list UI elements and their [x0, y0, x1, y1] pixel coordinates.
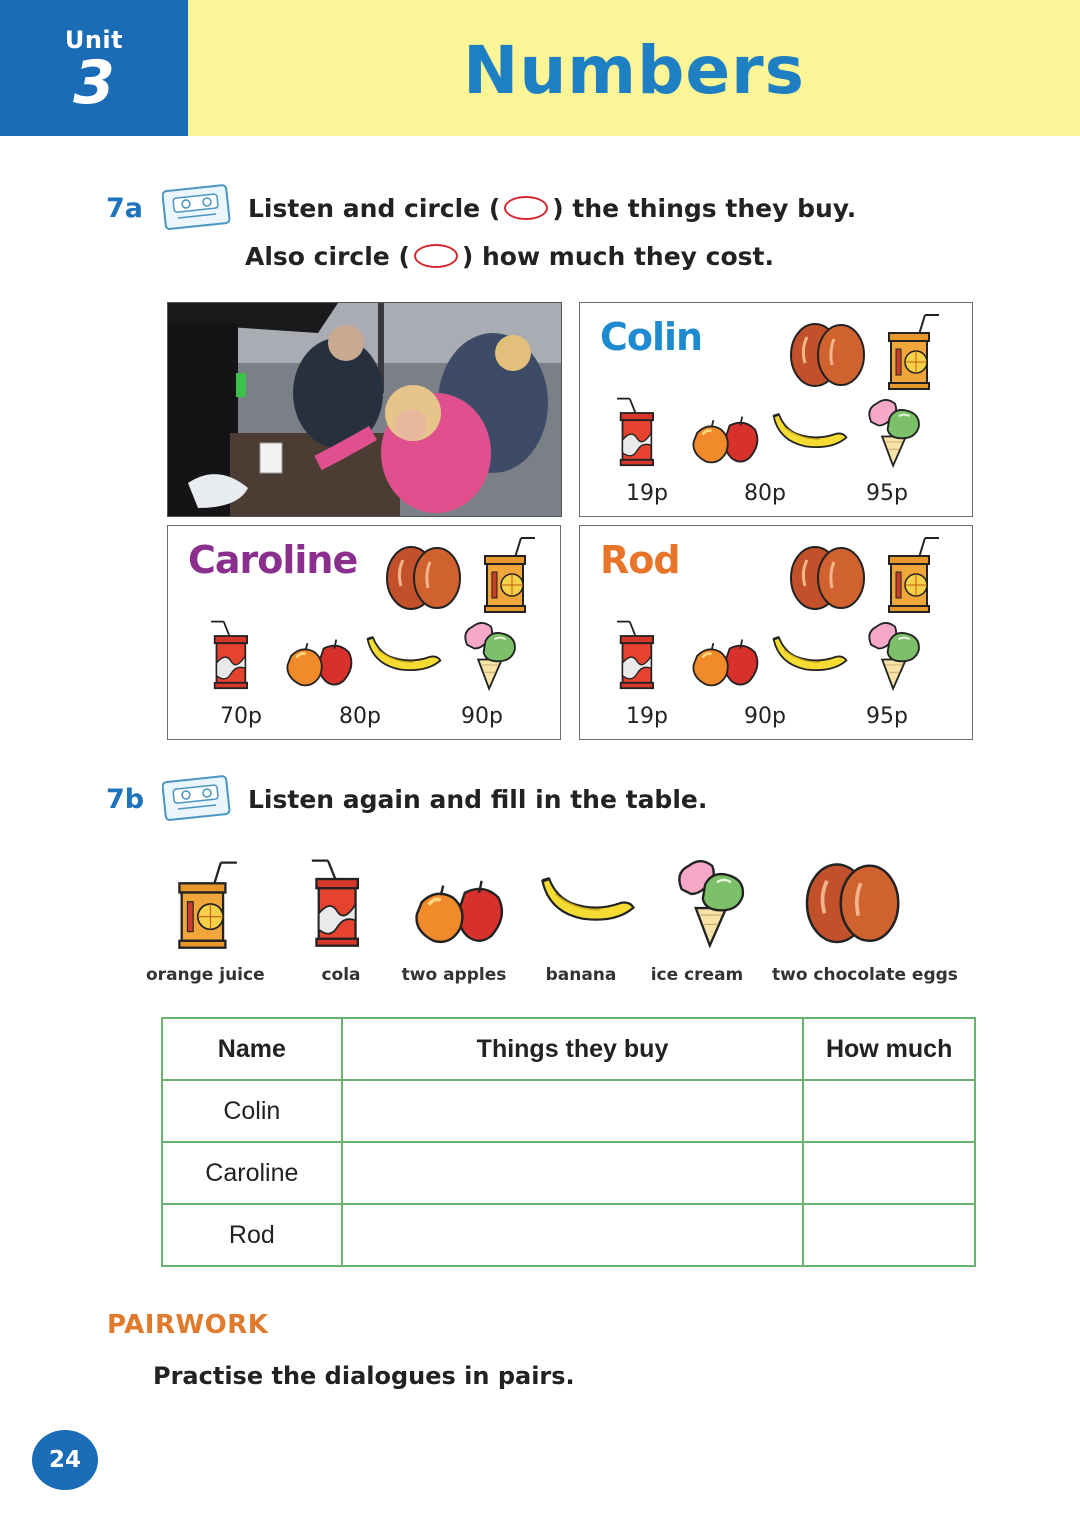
circle-oval-icon: [414, 244, 458, 268]
table-row: [162, 1142, 975, 1204]
pairwork-instruction: Practise the dialogues in pairs.: [153, 1362, 575, 1390]
banana-icon[interactable]: [770, 632, 850, 680]
table-header: Name: [162, 1018, 342, 1080]
price-option[interactable]: 19p: [626, 481, 668, 506]
orange-juice-icon: [168, 858, 246, 950]
item-caption: cola: [321, 965, 361, 985]
table-cell-things[interactable]: [342, 1204, 804, 1266]
cassette-icon[interactable]: [162, 184, 232, 230]
panel-rod: [579, 525, 973, 740]
item-caption: two chocolate eggs: [772, 965, 958, 985]
price-option[interactable]: 95p: [866, 481, 908, 506]
exercise-7b-instruction: Listen again and fill in the table.: [248, 785, 708, 814]
panel-colin: [579, 302, 973, 517]
table-cell-name: Colin: [162, 1080, 342, 1142]
fill-in-table: [161, 1017, 976, 1267]
ice-cream-icon[interactable]: [862, 616, 926, 692]
ice-cream-icon[interactable]: [458, 616, 522, 692]
apples-icon[interactable]: [690, 636, 762, 690]
cola-icon[interactable]: [610, 395, 662, 467]
cola-icon[interactable]: [610, 618, 662, 690]
banana-icon[interactable]: [770, 409, 850, 457]
price-option[interactable]: 19p: [626, 704, 668, 729]
table-header: How much: [803, 1018, 975, 1080]
panel-name-colin: Colin: [600, 315, 703, 359]
table-cell-how-much[interactable]: [803, 1142, 975, 1204]
price-option[interactable]: 80p: [744, 481, 786, 506]
orange-juice-icon[interactable]: [478, 534, 540, 614]
item-caption: banana: [545, 965, 617, 985]
chocolate-eggs-icon[interactable]: [786, 319, 868, 389]
apples-icon[interactable]: [690, 413, 762, 467]
panel-name-rod: Rod: [600, 538, 680, 582]
item-caption: orange juice: [146, 965, 265, 985]
price-option[interactable]: 70p: [220, 704, 262, 729]
unit-badge: [0, 0, 188, 136]
chocolate-eggs-icon[interactable]: [786, 542, 868, 612]
instruction-text: Listen and circle (: [248, 194, 501, 223]
banana-icon: [538, 872, 638, 932]
page-title: Numbers: [463, 32, 805, 109]
table-header-row: [162, 1018, 975, 1080]
cassette-icon[interactable]: [162, 775, 232, 821]
price-option[interactable]: 95p: [866, 704, 908, 729]
table-cell-name: Caroline: [162, 1142, 342, 1204]
banana-icon[interactable]: [364, 632, 444, 680]
panel-caroline: [167, 525, 561, 740]
ice-cream-icon: [670, 852, 752, 950]
table-cell-name: Rod: [162, 1204, 342, 1266]
chocolate-eggs-icon[interactable]: [382, 542, 464, 612]
ice-cream-icon[interactable]: [862, 393, 926, 469]
page-number: 24: [32, 1430, 98, 1490]
chocolate-eggs-icon: [802, 858, 902, 946]
item-caption: ice cream: [650, 965, 744, 985]
table-header: Things they buy: [342, 1018, 804, 1080]
title-band: [188, 0, 1080, 136]
table-row: [162, 1204, 975, 1266]
exercise-7a-instruction-line2: [245, 242, 774, 271]
table-row: [162, 1080, 975, 1142]
table-cell-how-much[interactable]: [803, 1204, 975, 1266]
item-caption: two apples: [401, 965, 507, 985]
exercise-7b-label: 7b: [106, 784, 145, 815]
instruction-text: Also circle (: [245, 242, 410, 271]
orange-juice-icon[interactable]: [882, 534, 944, 614]
price-option[interactable]: 80p: [339, 704, 381, 729]
circle-oval-icon: [504, 196, 548, 220]
orange-juice-icon[interactable]: [882, 311, 944, 391]
pairwork-heading: PAIRWORK: [107, 1310, 269, 1340]
street-photo: [167, 302, 562, 517]
price-option[interactable]: 90p: [461, 704, 503, 729]
table-cell-things[interactable]: [342, 1142, 804, 1204]
price-option[interactable]: 90p: [744, 704, 786, 729]
unit-number: 3: [73, 48, 115, 118]
cola-icon: [300, 856, 372, 948]
apples-icon[interactable]: [284, 636, 356, 690]
panel-name-caroline: Caroline: [188, 538, 358, 582]
exercise-7a-instruction-line1: [248, 194, 856, 223]
exercise-7a-label: 7a: [106, 193, 144, 224]
unit-label: Unit: [64, 26, 124, 54]
instruction-text: ) how much they cost.: [461, 242, 774, 271]
table-cell-how-much[interactable]: [803, 1080, 975, 1142]
table-cell-things[interactable]: [342, 1080, 804, 1142]
instruction-text: ) the things they buy.: [552, 194, 857, 223]
apples-icon: [412, 876, 508, 948]
cola-icon[interactable]: [204, 618, 256, 690]
